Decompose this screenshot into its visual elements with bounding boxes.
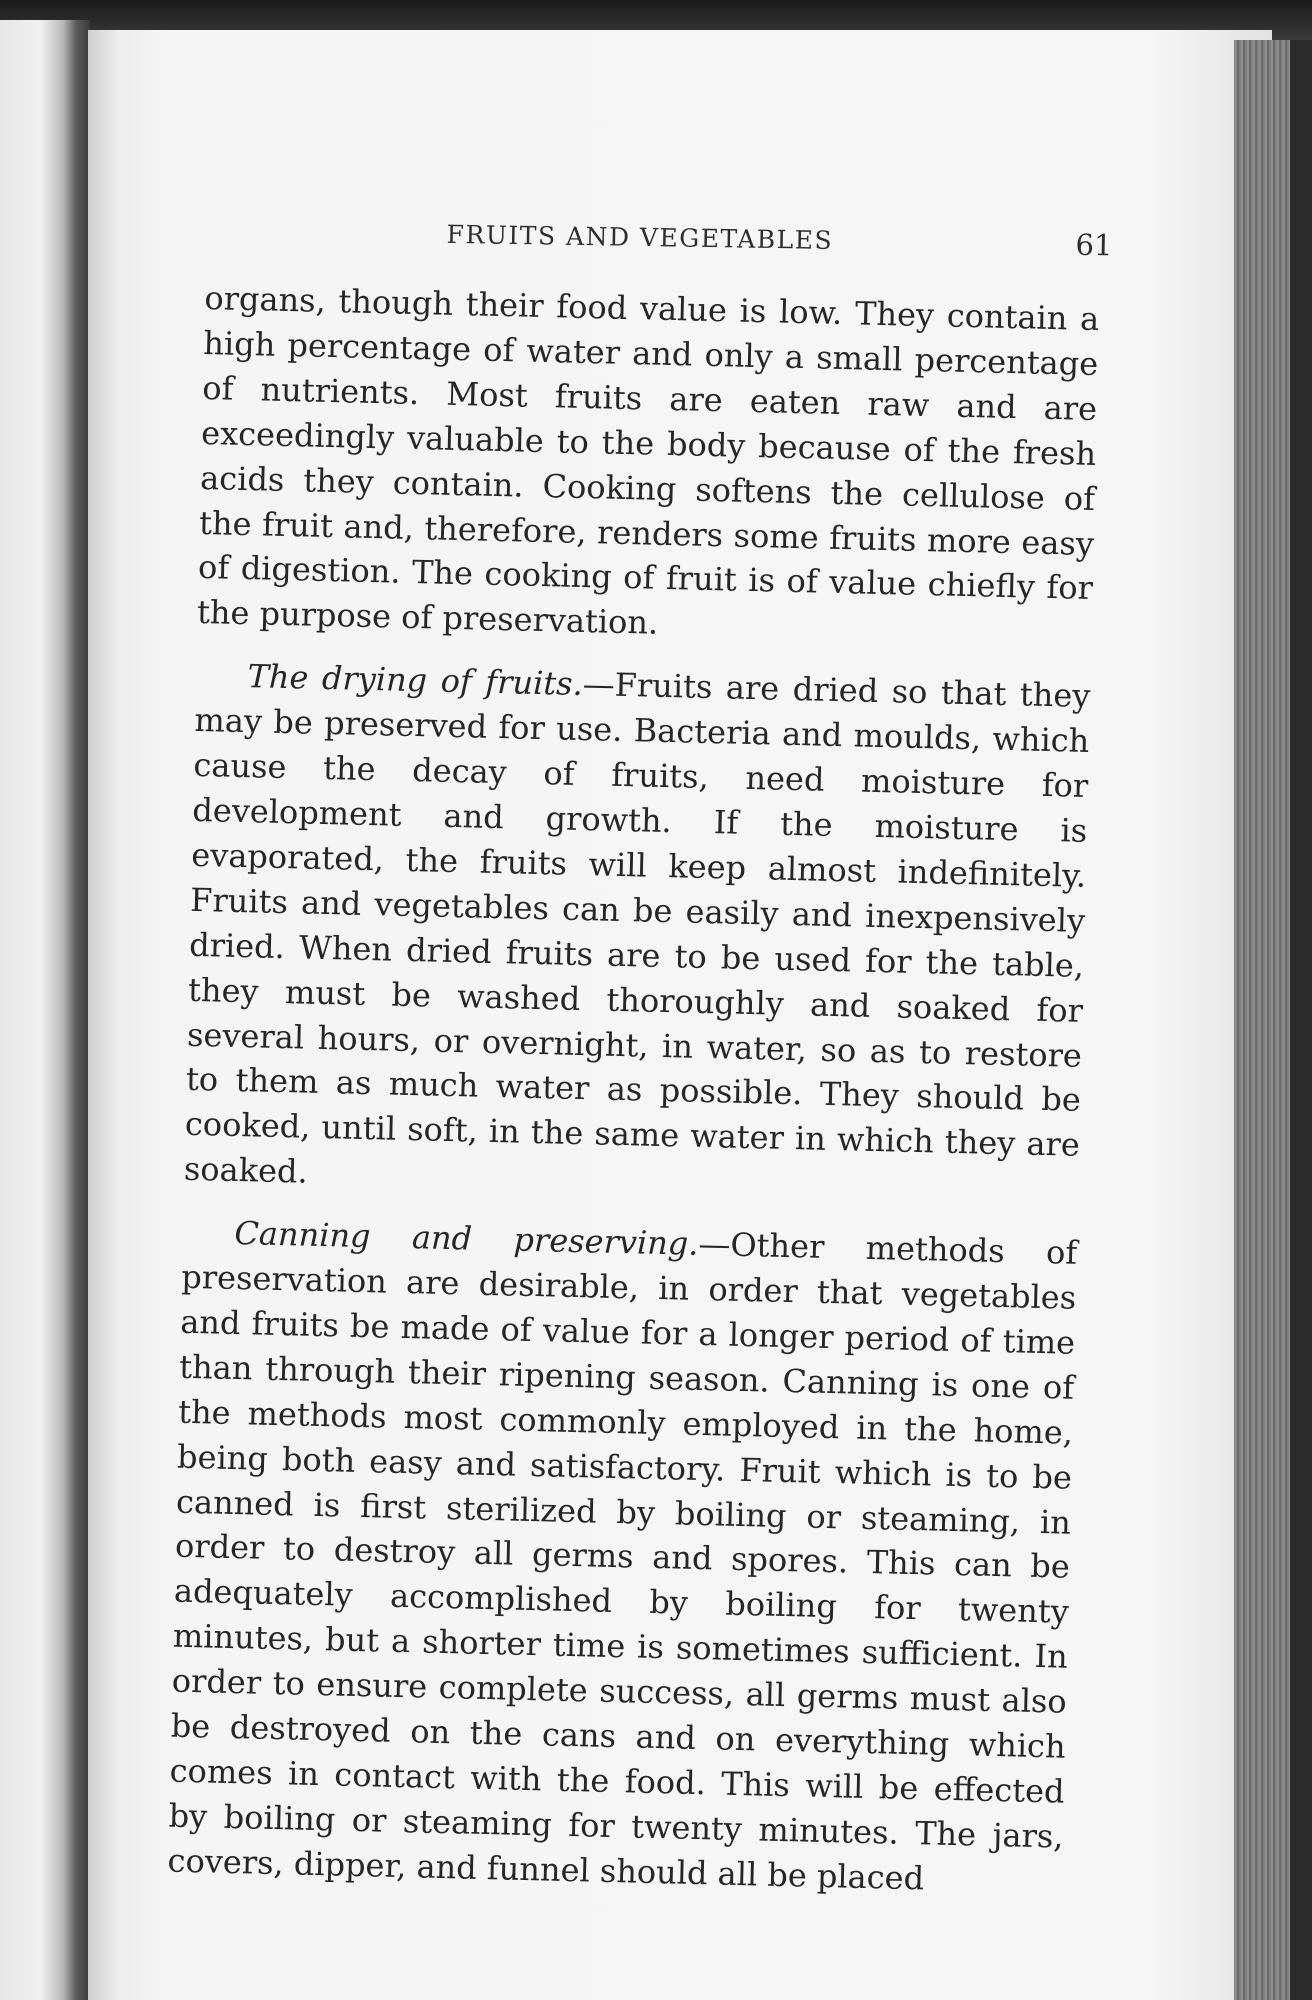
paragraph-text: —Other methods of preservation are desirable, in order that vegetables and fruits be made of value for a longer period of time than through their ripening season. Canning is one of the methods most commonly employed in the home, being both easy and satisfactory. Fruit which is to be canned is first sterilized by boiling or steaming, in order to destroy all germs and spores. This can be adequately accomplished by boiling for twenty minutes, but a shorter time is sometimes sufficient. In order to ensure complete success, all germs must also be destroyed on the cans and on everything which comes in contact with the food. This will be effected by boiling or steaming for twenty minutes. The jars, covers, dipper, and funnel should all be placed (167, 1225, 1078, 1898)
page-number: 61 (1075, 227, 1113, 263)
page-stack-edge (1234, 40, 1290, 2000)
paragraph-text: —Fruits are dried so that they may be preserved for use. Bacteria and moulds, which cause the decay of fruits, need moisture for development and growth. If the moisture is evaporated, the fruits will keep almost indefinitely. Fruits and vegetables can be easily and inexpensively dried. When dried fruits are to be used for the table, they must be washed thoroughly and soaked for several hours, or overnight, in water, so as to restore to them as much water as possible. They should be cooked, until soft, in the same water in which they are soaked. (183, 665, 1091, 1191)
paragraph-text: organs, though their food value is low. They contain a high percentage of water and only a small percentage of nutrients. Most fruits are eaten raw and are exceedingly valuable to the body because of the fresh acids they contain. Cooking softens the cellulose of the fruit and, therefore, renders some fruits more easy of digestion. The cooking of fruit is of value chiefly for the purpose of preservation. (196, 278, 1100, 643)
paragraph-continuation (197, 276, 1100, 656)
body-text (167, 276, 1100, 1904)
paragraph-drying-of-fruits (183, 653, 1090, 1213)
section-heading: Canning and preserving. (234, 1214, 699, 1264)
running-title: FRUITS AND VEGETABLES (446, 219, 834, 255)
page-stack-shadow (1290, 40, 1312, 2000)
paragraph-canning-and-preserving (167, 1210, 1078, 1904)
facing-page-edge (0, 20, 90, 2000)
section-heading: The drying of fruits. (247, 657, 584, 704)
